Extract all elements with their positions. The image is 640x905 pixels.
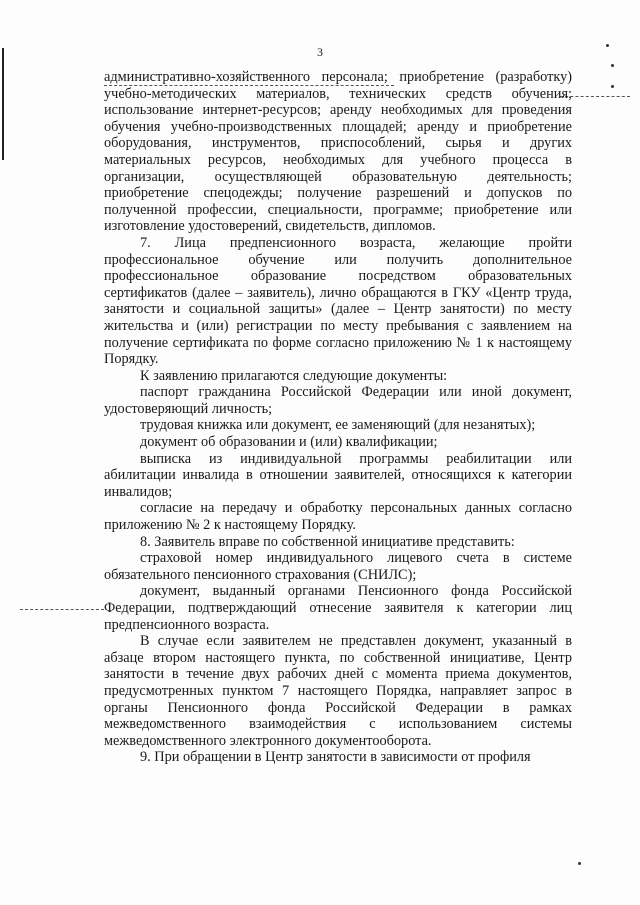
- paragraph-8: 8. Заявитель вправе по собственной инициативе представить:: [140, 533, 515, 550]
- document-body: [104, 69, 572, 766]
- paragraph-9: 9. При обращении в Центр занятости в зависимости от профиля: [140, 749, 531, 766]
- list-item-workbook: трудовая книжка или документ, ее заменяющий (для незанятых);: [140, 417, 536, 434]
- scan-dash-snils: [20, 609, 104, 610]
- paragraph-continuation: административно-хозяйственного персонала; приобретение (разработку) учебно-методических материалов, технических средств обучения; использование интернет-ресурсов; аренду необходимых для проведения обучения учебно-производственных площадей; аренду и приобретение оборудования, инструментов, приспособлений, сырья и других материальных ресурсов, необходимых для учебного процесса в организации, осуществляющей образовательную деятельность; приобретение спецодежды; получение разрешений и допусков по полученной профессии, специальности, программе; приобретение или изготовление удостоверений, свидетельств, дипломов.: [104, 69, 572, 235]
- list-item-passport: паспорт гражданина Российской Федерации или иной документ, удостоверяющий личность;: [104, 384, 572, 417]
- paragraph-request: В случае если заявителем не представлен документ, указанный в абзаце втором настоящего пункта, по собственной инициативе, Центр занятости в течение двух рабочих дней с момента приема документов, предусмотренных пунктом 7 настоящего Порядка, направляет запрос в органы Пенсионного фонда Российской Федерации в рамках межведомственного взаимодействия с использованием системы межведомственного электронного документооборота.: [104, 633, 572, 749]
- list-item-pension-doc: документ, выданный органами Пенсионного фонда Российской Федерации, подтверждающий отнесение заявителя к категории лиц предпенсионного возраста.: [104, 583, 572, 633]
- paragraph-7: 7. Лица предпенсионного возраста, желающие пройти профессиональное обучение или получить дополнительное профессиональное образование посредством образовательных сертификатов (далее – заявитель), лично обращаются в ГКУ «Центр труда, занятости и социальной защиты» (далее – Центр занятости) по месту жительства и (или) регистрации по месту пребывания с заявлением на получение сертификата по форме согласно приложению № 1 к настоящему Порядку.: [104, 234, 572, 368]
- list-item-consent: согласие на передачу и обработку персональных данных согласно приложению № 2 к настоящему Порядку.: [104, 500, 572, 534]
- list-item-snils: страховой номер индивидуального лицевого счета в системе обязательного пенсионного страхования (СНИЛС);: [104, 550, 572, 583]
- scan-margin-line: [2, 48, 4, 160]
- page-number: 3: [317, 45, 323, 59]
- paragraph-attachments-intro: К заявлению прилагаются следующие документы:: [140, 367, 448, 384]
- list-item-rehab-extract: выписка из индивидуальной программы реабилитации или абилитации инвалида в отношении заявителей, относящихся к категории инвалидов;: [104, 450, 572, 500]
- list-item-education: документ об образовании и (или) квалификации;: [140, 434, 438, 451]
